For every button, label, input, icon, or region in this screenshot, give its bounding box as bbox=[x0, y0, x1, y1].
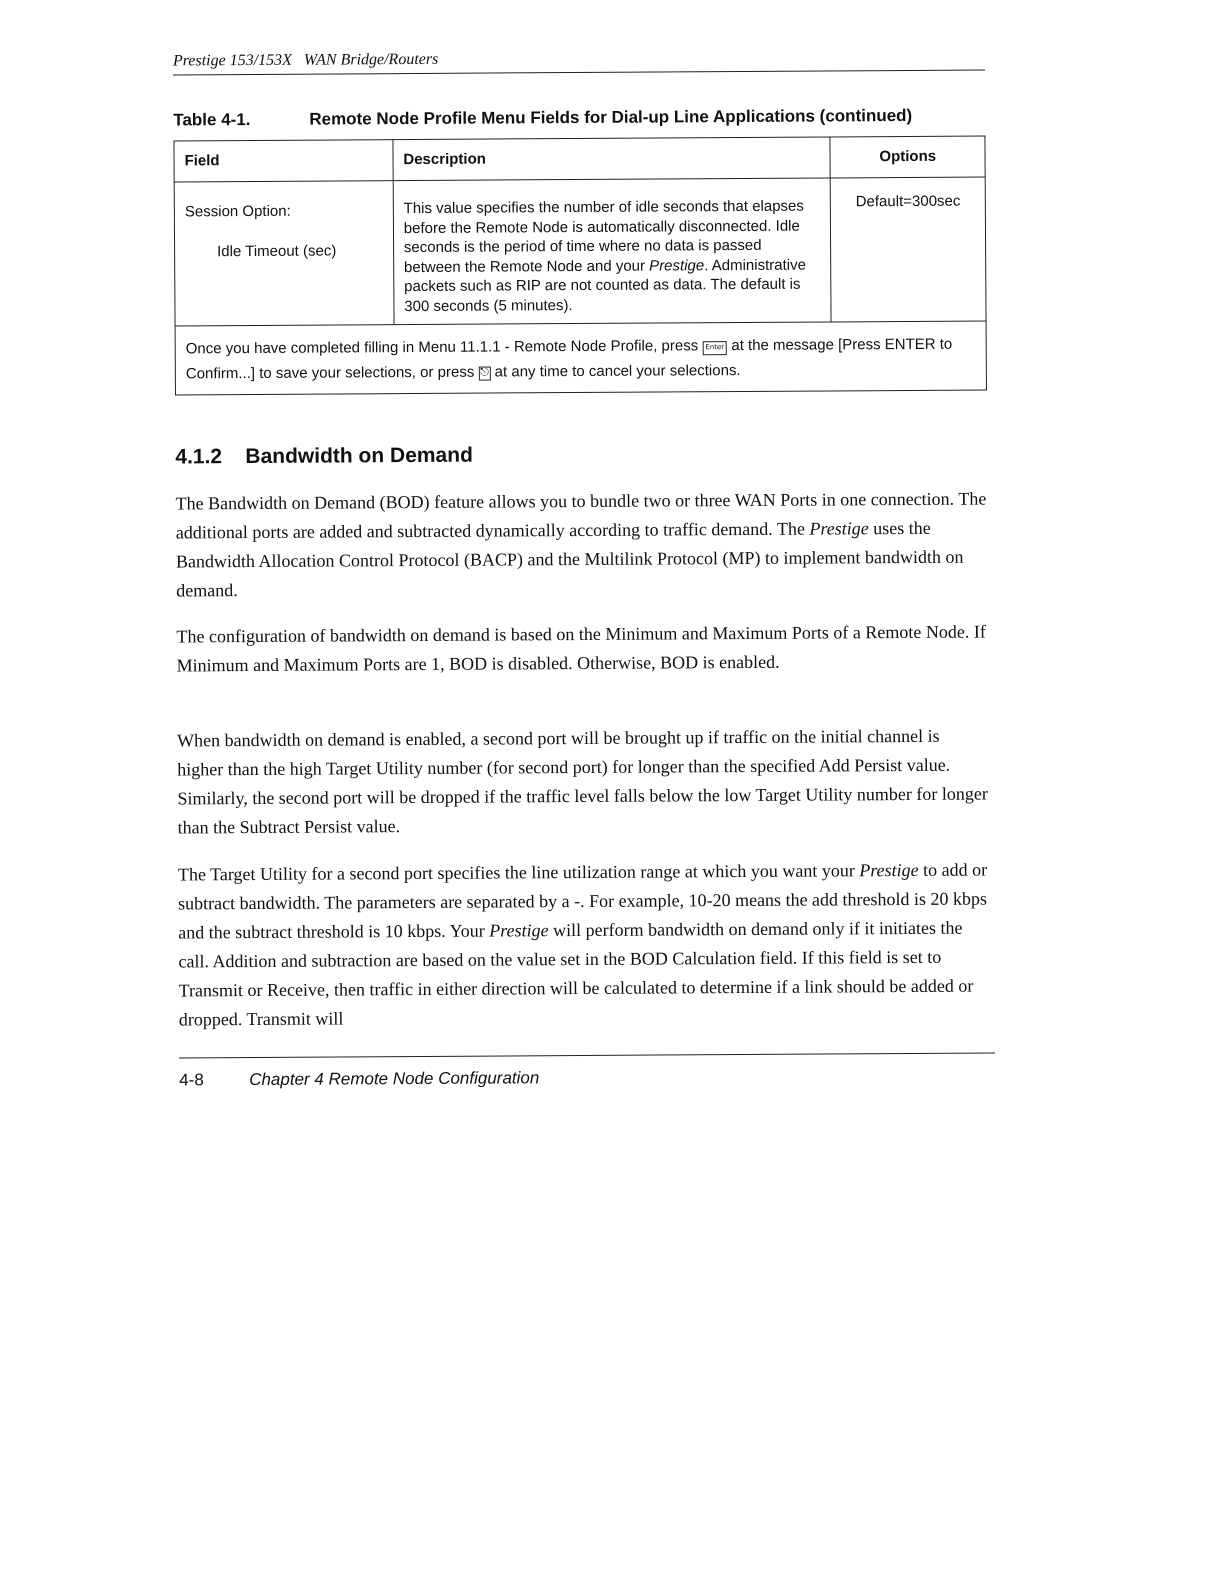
table-caption-number: Table 4-1. bbox=[173, 110, 251, 130]
paragraph-2: The configuration of bandwidth on demand is based on the Minimum and Maximum Ports of a Remote Node. If Minimum and Maximum Ports are 1, BOD is disabled. Otherwise, BOD is enabled. bbox=[176, 621, 986, 676]
header-rule bbox=[173, 70, 985, 76]
table-note bbox=[175, 321, 986, 395]
field-cell bbox=[174, 181, 394, 326]
header-description: Description bbox=[393, 137, 831, 181]
footer-rule bbox=[179, 1052, 995, 1058]
table-header-row bbox=[174, 136, 985, 182]
paragraph-4-text-a: The Target Utility for a second port specifies the line utilization range at which you want your bbox=[177, 860, 860, 885]
paragraph-4-text-b: to add or subtract bandwidth. The parameters are separated by a -. For example, 10-20 means the add threshold is 20 kbps and the subtract threshold is 10 kbps. Your bbox=[178, 859, 988, 943]
table-caption-title: Remote Node Profile Menu Fields for Dial-up Line Applications (continued) bbox=[309, 105, 913, 129]
paragraph-4-text-c: will perform bandwidth on demand only if it initiates the call. Addition and subtraction are based on the value set in the BOD Calculation field. If this field is set to Transmit or Receive, then traffic in either direction will be calculated to determine if a link should be added or dropped. Transmit will bbox=[178, 917, 974, 1030]
chapter-title: Remote Node Configuration bbox=[323, 1068, 540, 1089]
paragraph-4 bbox=[178, 856, 991, 1035]
paragraph-4-emphasis-1: Prestige bbox=[859, 859, 919, 881]
page-number: 4-8 bbox=[179, 1070, 204, 1090]
field-sub-label: Idle Timeout (sec) bbox=[217, 241, 337, 260]
paragraph-1-text-a: The Bandwidth on Demand (BOD) feature allows you to bundle two or three WAN Ports in one connection. The additional ports are added and subtracted dynamically according to traffic demand. The bbox=[175, 488, 987, 543]
table-note-row bbox=[175, 321, 986, 395]
table-row bbox=[174, 177, 986, 326]
section-heading bbox=[175, 444, 473, 470]
enter-key-icon: Enter bbox=[702, 341, 727, 355]
paragraph-1-emphasis: Prestige bbox=[809, 518, 869, 539]
chapter-label: Chapter 4 bbox=[249, 1069, 324, 1090]
running-header: Prestige 153/153X WAN Bridge/Routers bbox=[172, 50, 439, 70]
description-text-1: This value specifies the number of idle seconds that elapses before the Remote Node is automatically disconnected. Idle seconds is the period of time where no data is passed between the Remote Node and your bbox=[403, 197, 804, 276]
note-text-1: Once you have completed filling in Menu 11.1.1 - Remote Node Profile, press bbox=[185, 337, 703, 358]
field-main-label: Session Option: bbox=[184, 202, 291, 221]
page-footer bbox=[179, 1068, 539, 1090]
table-caption bbox=[173, 106, 912, 131]
note-text-2: at the message [Press ENTER to Confirm...] to save your selections, or press bbox=[185, 335, 953, 383]
paragraph-1-text-b: uses the Bandwidth Allocation Control Protocol (BACP) and the Multilink Protocol (MP) to implement bandwidth on demand. bbox=[175, 517, 964, 601]
section-title: Bandwidth on Demand bbox=[245, 443, 473, 469]
section-number: 4.1.2 bbox=[175, 445, 223, 469]
options-cell: Default=300sec bbox=[831, 177, 986, 322]
paragraph-4-emphasis-2: Prestige bbox=[489, 920, 549, 941]
paragraph-1 bbox=[176, 485, 989, 606]
description-cell bbox=[393, 178, 831, 325]
header-options: Options bbox=[830, 136, 985, 178]
note-text-3: at any time to cancel your selections. bbox=[490, 362, 741, 381]
description-text-2: . Administrative packets such as RIP are not counted as data. The default is 300 seconds (5 minutes). bbox=[404, 256, 806, 315]
header-field: Field bbox=[174, 140, 393, 182]
description-emphasis: Prestige bbox=[649, 256, 705, 275]
remote-node-profile-table bbox=[173, 136, 987, 396]
paragraph-3: When bandwidth on demand is enabled, a second port will be brought up if traffic on the initial channel is higher than the high Target Utility number (for second port) for longer than the specified Add Persist value. Similarly, the second port will be dropped if the traffic level falls below the low Target Utility number for longer than the Subtract Persist value. bbox=[177, 725, 988, 838]
escape-key-icon: ⎋ bbox=[478, 367, 490, 381]
